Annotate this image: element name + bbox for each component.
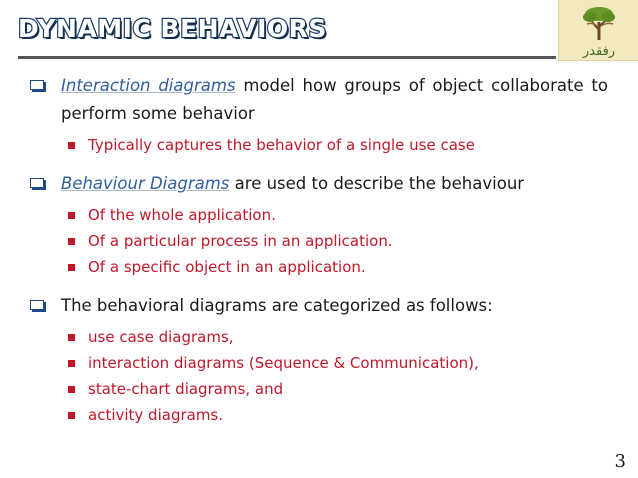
sub-bullet-text: state-chart diagrams, and	[88, 380, 284, 398]
sub-bullet-text: Typically captures the behavior of a single use case	[88, 136, 475, 154]
checkbox-bullet-icon	[30, 80, 44, 90]
square-bullet-icon	[68, 334, 75, 341]
sub-bullet	[68, 228, 608, 254]
square-bullet-icon	[68, 264, 75, 271]
bullet-text	[61, 72, 608, 128]
term-highlight: Interaction diagrams	[61, 76, 236, 95]
square-bullet-icon	[68, 412, 75, 419]
square-bullet-icon	[68, 360, 75, 367]
slide-body	[30, 72, 608, 428]
logo-text: رفقدر	[582, 44, 616, 59]
logo	[558, 0, 638, 61]
slide-title: DYNAMIC BEHAVIORS	[18, 14, 327, 43]
sub-bullet	[68, 132, 608, 158]
title-divider	[18, 56, 556, 59]
square-bullet-icon	[68, 142, 75, 149]
bullet-body: The behavioral diagrams are categorized as follows:	[61, 296, 493, 315]
bullet-body: model how groups of object collaborate to perform some behavior	[61, 76, 608, 123]
sub-bullet	[68, 350, 608, 376]
tree-logo-icon	[559, 0, 638, 60]
sub-bullet	[68, 202, 608, 228]
sub-bullet	[68, 324, 608, 350]
bullet-text	[61, 170, 608, 198]
sub-bullet-text: use case diagrams,	[88, 328, 234, 346]
square-bullet-icon	[68, 212, 75, 219]
page-number: 3	[614, 451, 626, 472]
bullet-categories	[30, 292, 608, 320]
square-bullet-icon	[68, 386, 75, 393]
bullet-body: are used to describe the behaviour	[229, 174, 525, 193]
sub-bullet-text: interaction diagrams (Sequence & Communication),	[88, 354, 479, 372]
checkbox-bullet-icon	[30, 178, 44, 188]
sub-bullet-text: activity diagrams.	[88, 406, 224, 424]
sub-bullet	[68, 402, 608, 428]
checkbox-bullet-icon	[30, 300, 44, 310]
sub-bullet-text: Of a specific object in an application.	[88, 258, 366, 276]
sub-bullet-text: Of the whole application.	[88, 206, 276, 224]
square-bullet-icon	[68, 238, 75, 245]
bullet-behaviour-diagrams	[30, 170, 608, 198]
sub-bullet	[68, 376, 608, 402]
sub-bullet	[68, 254, 608, 280]
bullet-interaction-diagrams	[30, 72, 608, 128]
term-highlight: Behaviour Diagrams	[61, 174, 230, 193]
sub-bullet-text: Of a particular process in an application.	[88, 232, 393, 250]
